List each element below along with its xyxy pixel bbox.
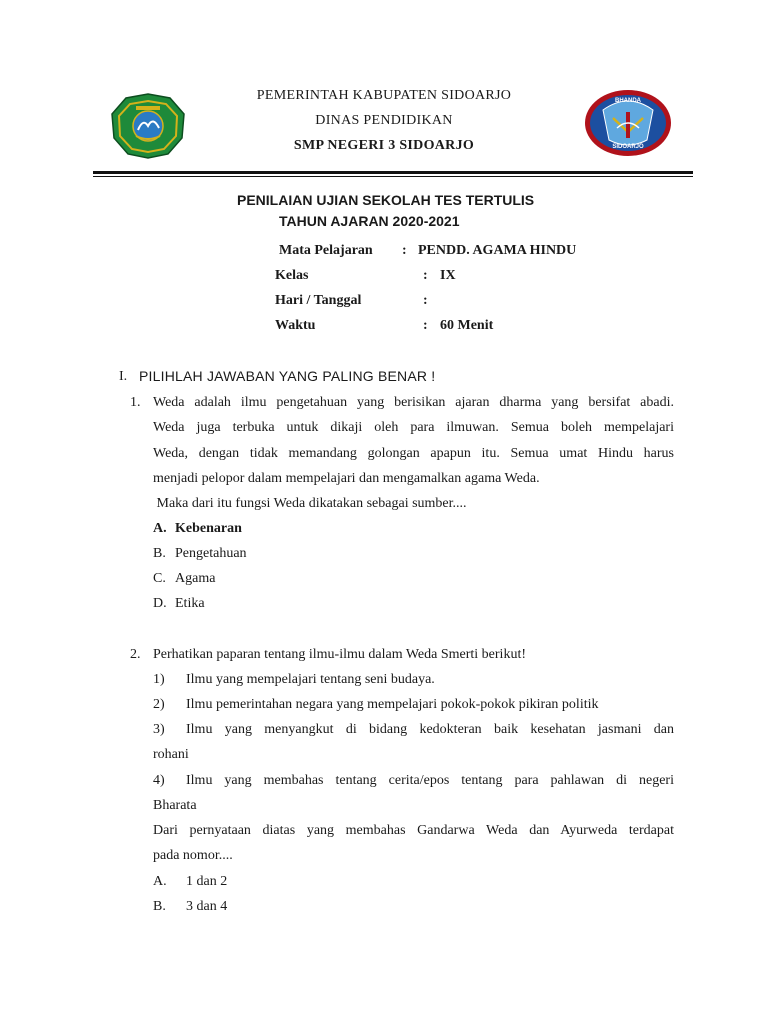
meta-sep: : bbox=[423, 268, 428, 283]
q2-item-3 bbox=[153, 717, 674, 768]
option-text: Etika bbox=[175, 596, 205, 611]
meta-label: Hari / Tanggal bbox=[275, 293, 362, 308]
option-letter: C. bbox=[153, 571, 166, 586]
q1-option-d[interactable] bbox=[153, 591, 453, 616]
q1-line: Weda juga terbuka untuk dikaji oleh para ilmuwan. Semua boleh mempelajari bbox=[153, 420, 674, 436]
meta-subject bbox=[0, 243, 768, 263]
item-text: Ilmu pemerintahan negara yang mempelajari pokok-pokok pikiran politik bbox=[186, 697, 599, 712]
exam-year: TAHUN AJARAN 2020-2021 bbox=[279, 213, 460, 229]
q2-intro: Perhatikan paparan tentang ilmu-ilmu dalam Weda Smerti berikut! bbox=[153, 647, 527, 662]
q2-number: 2. bbox=[130, 647, 141, 662]
meta-class bbox=[0, 268, 768, 288]
option-text: 1 dan 2 bbox=[186, 874, 228, 889]
q1-stem bbox=[153, 390, 674, 516]
meta-sep: : bbox=[423, 318, 428, 333]
item-continuation: rohani bbox=[153, 747, 189, 763]
right-logo-bottom-text: SIDOARJO bbox=[612, 144, 644, 150]
q2-question bbox=[153, 818, 674, 869]
right-logo-top-text: BHANDA bbox=[615, 98, 641, 104]
q1-question: Maka dari itu fungsi Weda dikatakan sebagai sumber.... bbox=[153, 496, 467, 512]
meta-label: Kelas bbox=[275, 268, 309, 283]
q1-line: Weda, dengan tidak memandang golongan apapun itu. Semua umat Hindu harus bbox=[153, 445, 674, 461]
header-school: SMP NEGERI 3 SIDOARJO bbox=[293, 138, 475, 153]
item-text: Ilmu yang membahas tentang cerita/epos tentang para pahlawan di negeri bbox=[186, 773, 674, 788]
q1-option-b[interactable] bbox=[153, 541, 453, 566]
option-letter: D. bbox=[153, 596, 167, 611]
item-text: Ilmu yang menyangkut di bidang kedokteran baik kesehatan jasmani dan bbox=[186, 722, 674, 737]
header-government: PEMERINTAH KABUPATEN SIDOARJO bbox=[256, 88, 512, 103]
meta-value: IX bbox=[440, 268, 456, 283]
item-number: 2) bbox=[153, 697, 165, 712]
option-text: Pengetahuan bbox=[175, 546, 247, 561]
q2-option-a[interactable] bbox=[153, 869, 453, 894]
item-number: 4) bbox=[153, 773, 165, 788]
letterhead-rule-thick bbox=[93, 171, 693, 174]
q1-option-c[interactable] bbox=[153, 566, 453, 591]
letterhead-rule-thin bbox=[93, 176, 693, 177]
q1-line: menjadi pelopor dalam mempelajari dan mengamalkan agama Weda. bbox=[153, 470, 540, 486]
section-number: I. bbox=[119, 369, 128, 384]
header-department: DINAS PENDIDIKAN bbox=[315, 113, 453, 128]
q2-question-line: Dari pernyataan diatas yang membahas Gandarwa Weda dan Ayurweda terdapat bbox=[153, 823, 674, 838]
item-number: 1) bbox=[153, 672, 165, 687]
meta-sep: : bbox=[402, 243, 407, 258]
meta-value: 60 Menit bbox=[440, 318, 494, 333]
option-letter: A. bbox=[153, 874, 167, 889]
option-letter: A. bbox=[153, 521, 167, 536]
q2-question-line: pada nomor.... bbox=[153, 848, 233, 864]
q1-number: 1. bbox=[130, 395, 141, 410]
option-text: 3 dan 4 bbox=[186, 899, 228, 914]
q2-item-1 bbox=[153, 667, 674, 692]
q2-item-2 bbox=[153, 692, 674, 717]
meta-duration bbox=[0, 318, 768, 338]
section-title: PILIHLAH JAWABAN YANG PALING BENAR ! bbox=[139, 368, 436, 384]
q1-option-a[interactable] bbox=[153, 516, 453, 541]
q2-option-b[interactable] bbox=[153, 894, 453, 919]
option-letter: B. bbox=[153, 546, 166, 561]
item-text: Ilmu yang mempelajari tentang seni budaya. bbox=[186, 672, 435, 687]
q1-line: Weda adalah ilmu pengetahuan yang berisikan ajaran dharma yang bersifat abadi. bbox=[153, 395, 674, 410]
meta-date bbox=[0, 293, 768, 313]
meta-label: Waktu bbox=[275, 318, 316, 333]
item-continuation: Bharata bbox=[153, 798, 197, 814]
exam-title: PENILAIAN UJIAN SEKOLAH TES TERTULIS bbox=[237, 192, 535, 208]
option-text: Agama bbox=[175, 571, 216, 586]
q2-item-4 bbox=[153, 768, 674, 819]
option-letter: B. bbox=[153, 899, 166, 914]
option-text: Kebenaran bbox=[175, 521, 242, 536]
item-number: 3) bbox=[153, 722, 165, 737]
meta-sep: : bbox=[423, 293, 428, 308]
meta-label: Mata Pelajaran bbox=[279, 243, 373, 258]
meta-value: PENDD. AGAMA HINDU bbox=[418, 243, 577, 258]
